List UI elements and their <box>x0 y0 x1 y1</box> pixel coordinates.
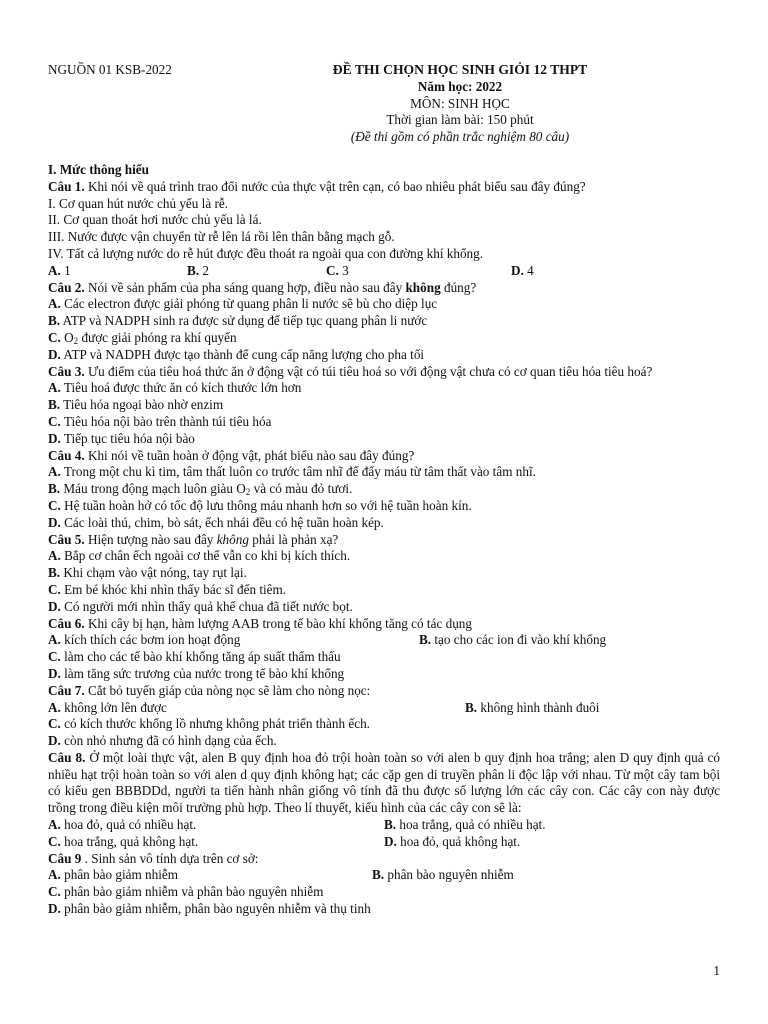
answer-option-d: D. hoa đỏ, quả không hạt. <box>384 833 521 849</box>
answer-option-c: C. làm cho các tế bào khí khổng tăng áp suất thẩm thấu <box>48 649 341 665</box>
question-2: Câu 2. Nói về sản phẩm của pha sáng quang hợp, điều nào sau đây không đúng? <box>48 279 477 295</box>
answer-option-a: A. 1 <box>48 262 71 278</box>
question-4: Câu 4. Khi nói về tuần hoàn ở động vật, phát biểu nào sau đây đúng? <box>48 447 415 463</box>
answer-row <box>48 834 720 851</box>
answer-option-b: B. Khi chạm vào vật nóng, tay rụt lại. <box>48 565 247 581</box>
answer-option-a: A. Bắp cơ chân ếch ngoài cơ thể vẫn co khi bị kích thích. <box>48 548 351 564</box>
question-7: Câu 7. Cắt bỏ tuyến giáp của nòng nọc sẽ làm cho nòng nọc: <box>48 682 371 698</box>
answer-option-b: B. hoa trắng, quả có nhiều hạt. <box>384 817 546 833</box>
question-1 <box>48 179 720 196</box>
answer-row <box>48 867 720 884</box>
answer-option-a: A. không lớn lên được <box>48 699 167 715</box>
answer-option-c: C. Tiêu hóa nội bào trên thành túi tiêu hóa <box>48 413 272 429</box>
answer-option-c: C. Hệ tuần hoàn hở có tốc độ lưu thông máu nhanh hơn so với hệ tuần hoàn kín. <box>48 497 472 513</box>
answer-option-c: C. có kích thước khổng lồ nhưng không phát triển thành ếch. <box>48 716 370 732</box>
answer-option-d: D. phân bào giảm nhiễm, phân bào nguyên nhiễm và thụ tinh <box>48 901 371 917</box>
question-number: Câu 1. <box>48 178 85 194</box>
answer-option-d: D. làm tăng sức trương của nước trong tế bào khí khổng <box>48 665 345 681</box>
answer-option-c: C. 3 <box>326 262 349 278</box>
answer-option-b: B. tạo cho các ion đi vào khí khổng <box>419 632 607 648</box>
question-9: Câu 9 . Sinh sản vô tính dựa trên cơ sở: <box>48 850 259 866</box>
answer-option-a: A. hoa đỏ, quả có nhiều hạt. <box>48 817 197 833</box>
question-8: Câu 8. Ở một loài thực vật, alen B quy định hoa đỏ trội hoàn toàn so với alen b quy định hoa trắng; alen D quy định quả có nhiều hạt trội hoàn toàn so với alen d quy định không hạt; các cặp gen di truyền phân li độc lập với nhau. Từ một cây tam bội có kiểu gen BBBDDd, người ta tiến hành nhân giống vô tính đã thu được số lượng lớn các cây con. Các cây con này được trồng trong điều kiện môi trường phù hợp. Theo lí thuyết, kiểu hình của các cây con sẽ là: <box>48 749 721 816</box>
answer-row <box>48 263 720 280</box>
exam-body <box>48 162 720 918</box>
answer-option-d: D. 4 <box>511 262 534 278</box>
answer-option-a: A. Các electron được giải phóng từ quang phân li nước sẽ bù cho diệp lục <box>48 296 438 312</box>
exam-title: ĐỀ THI CHỌN HỌC SINH GIỎI 12 THPT <box>332 62 588 77</box>
answer-row <box>48 700 720 717</box>
statement: II. Cơ quan thoát hơi nước chủ yếu là lá. <box>48 212 262 228</box>
source-label: NGUỒN 01 KSB-2022 <box>48 62 172 77</box>
question-5: Câu 5. Hiện tượng nào sau đây không phải là phản xạ? <box>48 531 339 547</box>
section-heading: I. Mức thông hiểu <box>48 162 149 177</box>
statement: IV. Tất cả lượng nước do rễ hút được đều thoát ra ngoài qua con đường khí khổng. <box>48 245 484 261</box>
question-3: Câu 3. Ưu điểm của tiêu hoá thức ăn ở động vật có túi tiêu hoá so với động vật chưa có cơ quan tiêu hóa tiêu hoá? <box>48 363 653 379</box>
statement: III. Nước được vận chuyển từ rễ lên lá rồi lên thân bằng mạch gỗ. <box>48 229 395 245</box>
answer-option-a: A. phân bào giảm nhiễm <box>48 867 179 883</box>
answer-option-b: B. không hình thành đuôi <box>465 699 600 715</box>
answer-row <box>48 632 720 649</box>
answer-option-c: C. hoa trắng, quả không hạt. <box>48 833 199 849</box>
answer-option-b: B. phân bào nguyên nhiễm <box>372 867 514 883</box>
answer-option-d: D. Có người mới nhìn thấy quả khế chua đã tiết nước bọt. <box>48 598 353 614</box>
answer-option-c: C. Em bé khóc khi nhìn thấy bác sĩ đến tiêm. <box>48 581 287 597</box>
answer-option-d: D. ATP và NADPH được tạo thành để cung cấp năng lượng cho pha tối <box>48 346 425 362</box>
exam-year: Năm học: 2022 <box>417 78 503 94</box>
statement: I. Cơ quan hút nước chủ yếu là rễ. <box>48 195 229 211</box>
answer-option-a: A. Trong một chu kì tim, tâm thất luôn co trước tâm nhĩ để đẩy máu từ tâm thất vào tâm nhĩ. <box>48 464 536 480</box>
exam-subject: MÔN: SINH HỌC <box>410 95 510 111</box>
answer-option-a: A. kích thích các bơm ion hoạt động <box>48 632 241 648</box>
answer-option-c: C. phân bào giảm nhiễm và phân bào nguyên nhiễm <box>48 884 324 900</box>
answer-option-d: D. còn nhỏ nhưng đã có hình dạng của ếch. <box>48 733 277 749</box>
question-6: Câu 6. Khi cây bị hạn, hàm lượng AAB trong tế bào khí khổng tăng có tác dụng <box>48 615 472 631</box>
answer-option-c: C. $O_2$ được giải phóng ra khí quyển <box>48 329 237 346</box>
answer-option-b: B. ATP và NADPH sinh ra được sử dụng để tiếp tục quang phân li nước <box>48 313 428 329</box>
answer-option-b: B. Tiêu hóa ngoại bào nhờ enzim <box>48 397 224 413</box>
page-number: 1 <box>713 963 720 978</box>
answer-row <box>48 817 720 834</box>
exam-time: Thời gian làm bài: 150 phút <box>386 112 534 128</box>
exam-header <box>255 62 665 146</box>
answer-option-d: D. Các loài thú, chim, bò sát, ếch nhái đều có hệ tuần hoàn kép. <box>48 514 384 530</box>
question-text: Khi nói về quá trình trao đổi nước của thực vật trên cạn, có bao nhiêu phát biểu sau đây đúng? <box>84 178 586 194</box>
answer-option-a: A. Tiêu hoá được thức ăn có kích thước lớn hơn <box>48 380 302 396</box>
exam-note: (Đề thi gồm có phần trắc nghiệm 80 câu) <box>350 129 570 145</box>
answer-option-d: D. Tiếp tục tiêu hóa nội bào <box>48 430 195 446</box>
answer-option-b: B. 2 <box>187 262 209 278</box>
answer-option-b: B. Máu trong động mạch luôn giàu $O_2$ và có màu đỏ tươi. <box>48 481 353 498</box>
